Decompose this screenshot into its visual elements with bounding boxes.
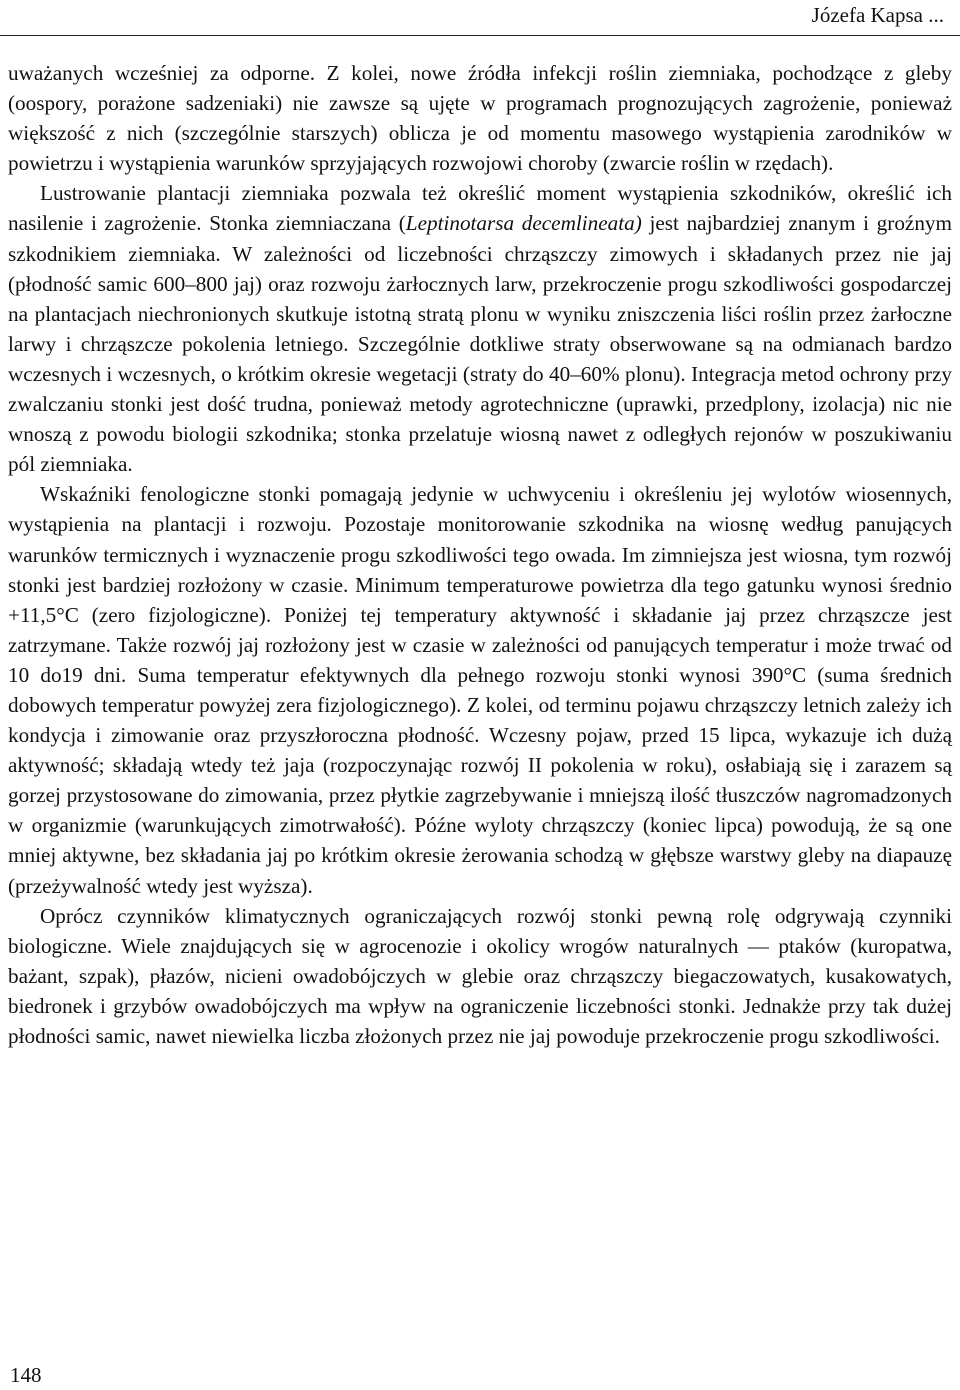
- page-number: 148: [10, 1363, 42, 1387]
- species-latin-name: Leptinotarsa decemlineata): [405, 211, 642, 236]
- paragraph-continuation: uważanych wcześniej za odporne. Z kolei, nowe źródła infekcji roślin ziemniaka, pochodzące z gleby (oospory, porażone sadzeniaki) nie zawsze są ujęte w programach prognozujących zagrożenie, ponieważ większość z nich (szczególnie starszych) oblicza je od momentu masowego wystąpienia zarodników w powietrzu i wystąpienia warunków sprzyjających rozwojowi choroby (zwarcie roślin w rzędach).: [8, 61, 952, 176]
- running-header: Józefa Kapsa ...: [811, 3, 944, 27]
- paragraph-text-before-species: Lustrowanie plantacji ziemniaka pozwala też określić moment wystąpienia szkodników, określić ich nasilenie i zagrożenie. Stonka ziemniaczana (: [8, 181, 952, 236]
- article-body: [8, 58, 952, 1051]
- paragraph-colorado-beetle: [8, 178, 952, 479]
- paragraph-text-after-species: jest najbardziej znanym i groźnym szkodnikiem ziemniaka. W zależności od liczebności chrząszczy zimowych i składanych przez nie jaj (płodność samic 600–800 jaj) oraz rozwoju żarłocznych larw, przekroczenie progu szkodliwości gospodarczej na plantacjach niechronionych skutkuje istotną stratą plonu w wyniku zniszczenia liści roślin przez żarłoczne larwy i chrząszcze pokolenia letniego. Szczególnie dotkliwe straty obserwowane są na odmianach bardzo wczesnych i wczesnych, o krótkim okresie wegetacji (straty do 40–60% plonu). Integracja metod ochrony przy zwalczaniu stonki jest dość trudna, ponieważ metody agrotechniczne (uprawki, przedplony, izolacja) nic nie wnoszą z powodu biologii szkodnika; stonka przelatuje wiosną nawet z odległych rejonów w poszukiwaniu pól ziemniaka.: [8, 211, 952, 477]
- paragraph-phenology: Wskaźniki fenologiczne stonki pomagają jedynie w uchwyceniu i określeniu jej wylotów wiosennych, wystąpienia na plantacji i rozwoju. Pozostaje monitorowanie szkodnika na wiosnę według panujących warunków termicznych i wyznaczenie progu szkodliwości tego owada. Im zimniejsza jest wiosna, tym rozwój stonki jest bardziej rozłożony w czasie. Minimum temperaturowe powietrza dla tego gatunku wynosi średnio +11,5°C (zero fizjologiczne). Poniżej tej temperatury aktywność i składanie jaj przez chrząszcze jest zatrzymane. Także rozwój jaj rozłożony jest w czasie w zależności od panujących temperatur i może trwać od 10 do19 dni. Suma temperatur efektywnych dla pełnego rozwoju stonki wynosi 390°C (suma średnich dobowych temperatur powyżej zera fizjologicznego). Z kolei, od terminu pojawu chrząszczy letnich zależy ich kondycja i zimowanie oraz przyszłoroczna płodność. Wczesny pojaw, przed 15 lipca, wykazuje ich dużą aktywność; składają wtedy też jaja (rozpoczynając rozwój II pokolenia w roku), osłabiają się i zarazem są gorzej przystosowane do zimowania, przez płytkie zagrzebywanie i mniejszą ilość tłuszczów nagromadzonych w organizmie (warunkujących zimotrwałość). Późne wyloty chrząszczy (koniec lipca) powodują, że są one mniej aktywne, bez składania jaj po krótkim okresie żerowania schodzą w głębsze warstwy gleby na diapauzę (przeżywalność wtedy jest wyższa).: [8, 482, 952, 898]
- header-divider: [0, 35, 960, 36]
- paragraph-biological-factors: Oprócz czynników klimatycznych ograniczających rozwój stonki pewną rolę odgrywają czynniki biologiczne. Wiele znajdujących się w agrocenozie i okolicy wrogów naturalnych — ptaków (kuropatwa, bażant, szpak), płazów, nicieni owadobójczych w glebie oraz chrząszczy biegaczowatych, kusakowatych, biedronek i grzybów owadobójczych ma wpływ na ograniczenie liczebności stonki. Jednakże przy tak dużej płodności samic, nawet niewielka liczba złożonych przez nie jaj powoduje przekroczenie progu szkodliwości.: [8, 903, 952, 1048]
